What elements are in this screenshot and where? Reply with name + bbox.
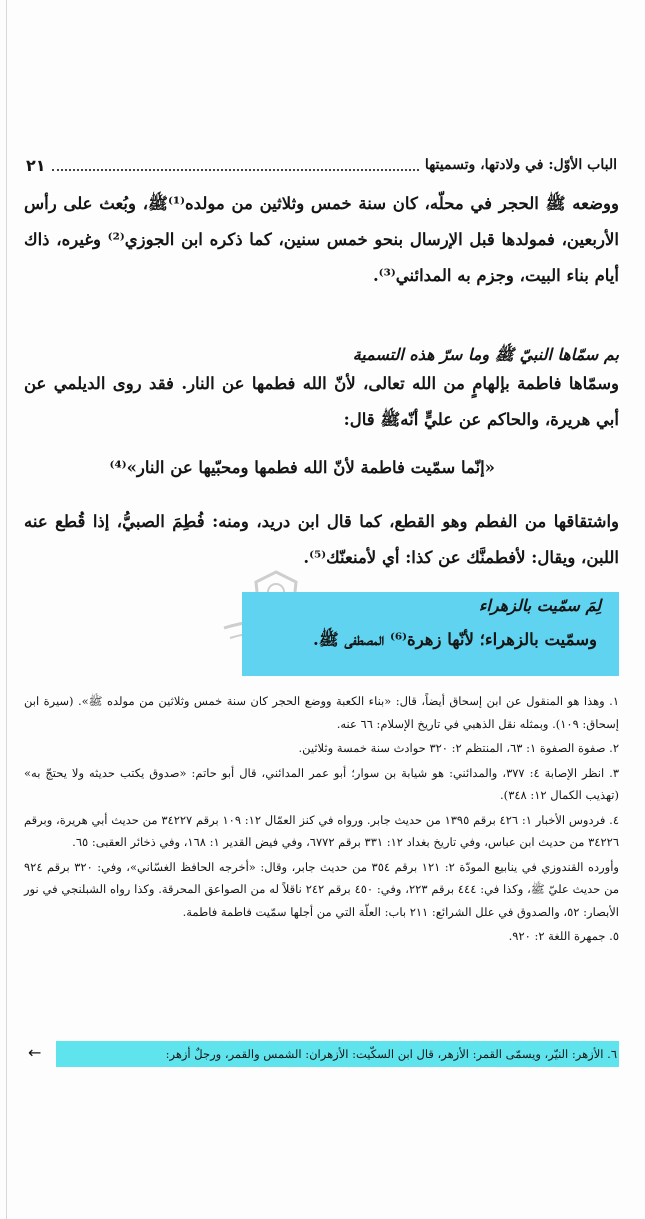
- paragraph-birth-date: ووضعه ﷺ الحجر في محلّه، كان سنة خمس وثلاثين من مولده⁽¹⁾ﷺ، وبُعث على رأس الأربعين، فمولدها قبل الإرسال بنحو خمس سنين، كما ذكره ابن الجوزي⁽²⁾ وغيره، ذاك أيام بناء البيت، وجزم به المدائني⁽³⁾.: [24, 194, 619, 285]
- running-header: [26, 154, 617, 176]
- highlight-section-zahra: [242, 592, 619, 676]
- section-heading-naming: بم سمّاها النبيّ ﷺ وما سرّ هذه التسمية: [352, 345, 619, 364]
- paragraph-etymology: واشتقاقها من الفطم وهو القطع، كما قال ابن دريد، ومنه: فُطِمَ الصبيُّ، إذا قُطع عنه اللبن، ويقال: لأفطمنَّك عن كذا: أي لأمنعنّك⁽⁵⁾.: [24, 512, 619, 567]
- continue-arrow-icon: ←: [28, 1043, 42, 1062]
- hadith-quote: «إنّما سمّيت فاطمة لأنّ الله فطمها ومحبّيها عن النار»⁽⁴⁾: [109, 458, 495, 477]
- footnote-1: ١. وهذا هو المنقول عن ابن إسحاق أيضاً، قال: «بناء الكعبة ووضع الحجر كان سنة خمس وثلاثين من مولده ﷺ». (سيرة ابن إسحاق: ١٠٩). وبمثله نقل الذهبي في تاريخ الإسلام: ٦٦ عنه.: [24, 694, 619, 731]
- footnote-6: ٦. الأزهر: النيّر، ويسمّى القمر: الأزهر، قال ابن السكّيت: الأزهران: الشمس والقمر، ورجلٌ أزهر:: [165, 1047, 617, 1061]
- footnote-2: ٢. صفوة الصفوة ١: ٦٣، المنتظم ٢: ٣٢٠ حوادث سنة خمسة وثلاثين.: [298, 741, 619, 755]
- footnote-5: ٥. جمهرة اللغة ٢: ٩٢٠.: [508, 929, 619, 943]
- footnote-4-continued: وأورده القندوزي في ينابيع المودّة ٢: ١٢١ برقم ٣٥٤ من حديث جابر، وقال: «أخرجه الحافظ الغسّاني»، وفي: ٣٢٠ برقم ٩٢٤ من حديث عليّ ﷺ، وكذا في: ٤٤٤ برقم ٢٢٣، وفي: ٤٥٠ برقم ٢٤٢ ناقلاً له من الصواعق المحرقة. وكذا رواه الشبلنجي في نور الأبصار: ٥٢، والصدوق في علل الشرائع: ٢١١ باب: العلّة التي من أجلها سمّيت فاطمة فاطمة.: [24, 859, 619, 919]
- highlight-footnote-6: [56, 1041, 619, 1067]
- leader-dots: [52, 159, 419, 171]
- scan-edge-line: [6, 0, 7, 1219]
- paragraph-zahra: وسمّيت بالزهراء؛ لأنّها زهرة⁽⁶⁾ المصطفى ﷺ.: [312, 630, 597, 649]
- section-heading-zahra: لِمَ سمّيت بالزهراء: [478, 596, 601, 615]
- footnote-3: ٣. انظر الإصابة ٤: ٣٧٧، والمدائني: هو شيابة بن سوار؛ أبو عمر المدائني، قال أبو حاتم: «صدوق يكتب حديثه ولا يحتجّ به» (تهذيب الكمال ١٢: ٣٤٨).: [24, 765, 620, 802]
- page-number: ٢١: [26, 155, 46, 175]
- footnote-4: ٤. فردوس الأخبار ١: ٤٢٦ برقم ١٣٩٥ من حديث جابر. ورواه في كنز العمّال ١٢: ١٠٩ برقم ٣٤٢٢٧ من حديث أبي هريرة، وبرقم ٣٤٢٢٦ من حديث ابن عباس، وفي تاريخ بغداد ١٢: ٣٣١ برقم ٦٧٧٢، وفي فيض القدير ١: ١٦٨، وفي ذخائر العقبى: ٦٥.: [24, 812, 620, 849]
- chapter-title: الباب الأوّل: في ولادتها، وتسميتها: [424, 157, 617, 173]
- paragraph-naming: وسمّاها فاطمة بإلهامٍ من الله تعالى، لأنّ الله فطمها عن النار. فقد روى الديلمي عن أبي هريرة، والحاكم عن عليٍّ أنّهﷺ قال:: [24, 374, 619, 429]
- footnotes-block: [24, 690, 619, 950]
